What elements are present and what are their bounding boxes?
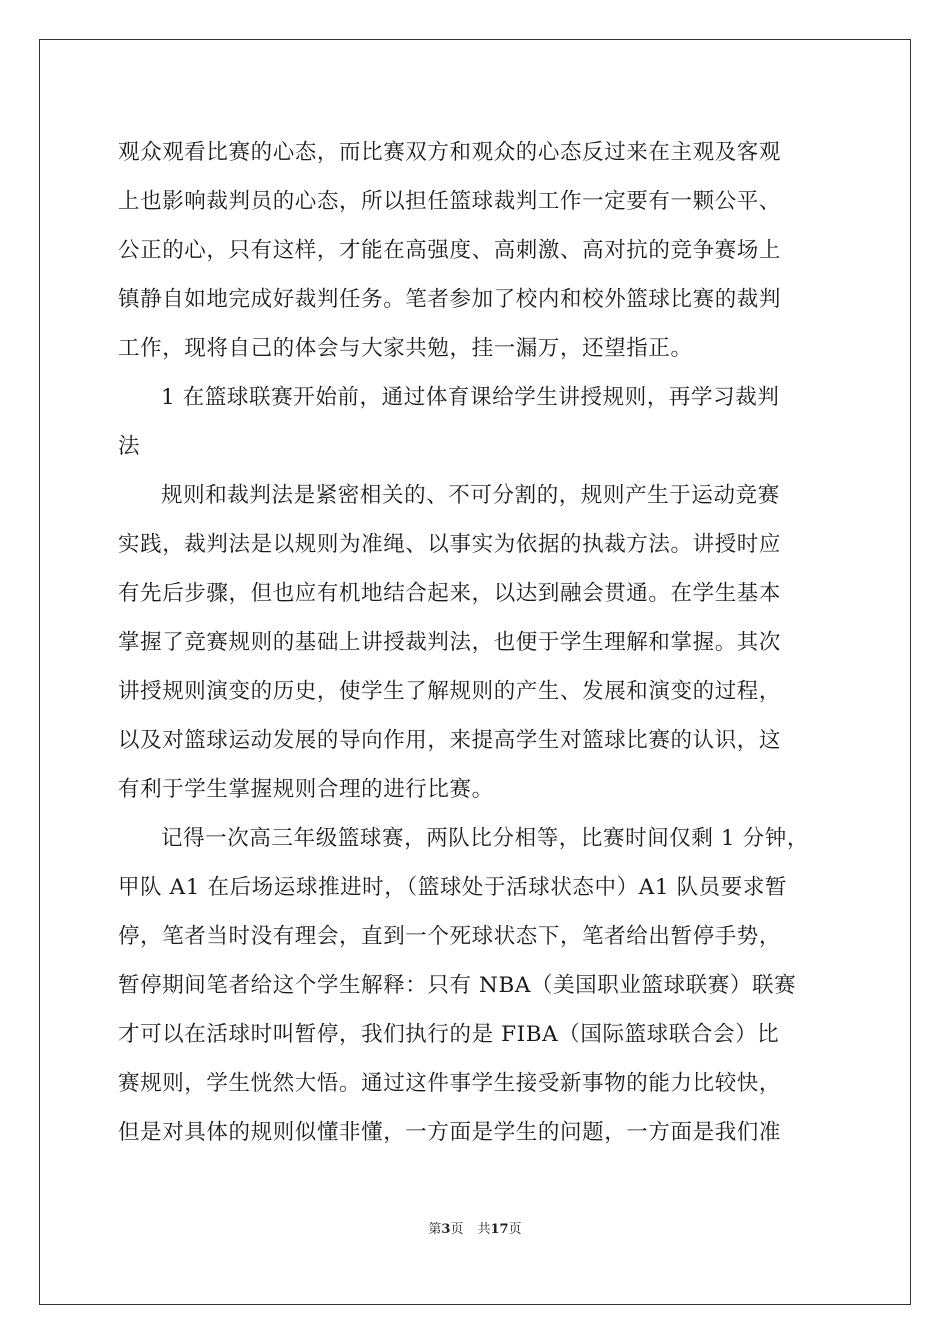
- footer-page-suffix: 页: [450, 1222, 464, 1237]
- footer-total-prefix: 共: [477, 1222, 491, 1237]
- text-line: 讲授规则演变的历史，使学生了解规则的产生、发展和演变的过程，: [118, 679, 782, 704]
- footer-page-number: 3: [441, 1222, 451, 1237]
- text-line: 有先后步骤，但也应有机地结合起来，以达到融会贯通。在学生基本: [118, 581, 782, 606]
- text-line: 法: [118, 434, 141, 459]
- text-line: 但是对具体的规则似懂非懂，一方面是学生的问题，一方面是我们准: [118, 1120, 782, 1145]
- text-line: 才可以在活球时叫暂停，我们执行的是 FIBA（国际篮球联合会）比: [118, 1022, 780, 1047]
- text-line: 以及对篮球运动发展的导向作用，来提高学生对篮球比赛的认识，这: [118, 728, 782, 753]
- text-line: 实践，裁判法是以规则为准绳、以事实为依据的执裁方法。讲授时应: [118, 532, 782, 557]
- text-line: 工作，现将自己的体会与大家共勉，挂一漏万，还望指正。: [118, 336, 693, 361]
- text-line: 观众观看比赛的心态，而比赛双方和观众的心态反过来在主观及客观: [118, 140, 782, 165]
- text-line: 公正的心，只有这样，才能在高强度、高刺激、高对抗的竞争赛场上: [118, 238, 782, 263]
- text-line: 规则和裁判法是紧密相关的、不可分割的，规则产生于运动竞赛: [161, 483, 780, 508]
- page-footer: [0, 1218, 950, 1237]
- text-line: 上也影响裁判员的心态，所以担任篮球裁判工作一定要有一颗公平、: [118, 189, 782, 214]
- footer-total-pages: 17: [490, 1222, 509, 1237]
- text-line: 有利于学生掌握规则合理的进行比赛。: [118, 777, 494, 802]
- document-body: [118, 128, 834, 1157]
- text-line: 镇静自如地完成好裁判任务。笔者参加了校内和校外篮球比赛的裁判: [118, 287, 782, 312]
- text-line: 暂停期间笔者给这个学生解释：只有 NBA（美国职业篮球联赛）联赛: [118, 973, 797, 998]
- text-line: 掌握了竞赛规则的基础上讲授裁判法，也便于学生理解和掌握。其次: [118, 630, 782, 655]
- text-line: 赛规则，学生恍然大悟。通过这件事学生接受新事物的能力比较快，: [118, 1071, 782, 1096]
- text-line: 1 在篮球联赛开始前，通过体育课给学生讲授规则，再学习裁判: [161, 385, 780, 410]
- text-line: 记得一次高三年级篮球赛，两队比分相等，比赛时间仅剩 1 分钟，: [161, 826, 809, 851]
- footer-total-suffix: 页: [508, 1222, 522, 1237]
- text-line: 甲队 A1 在后场运球推进时，（篮球处于活球状态中）A1 队员要求暂: [118, 875, 788, 900]
- footer-page-prefix: 第: [428, 1222, 442, 1237]
- text-line: 停，笔者当时没有理会，直到一个死球状态下，笔者给出暂停手势，: [118, 924, 782, 949]
